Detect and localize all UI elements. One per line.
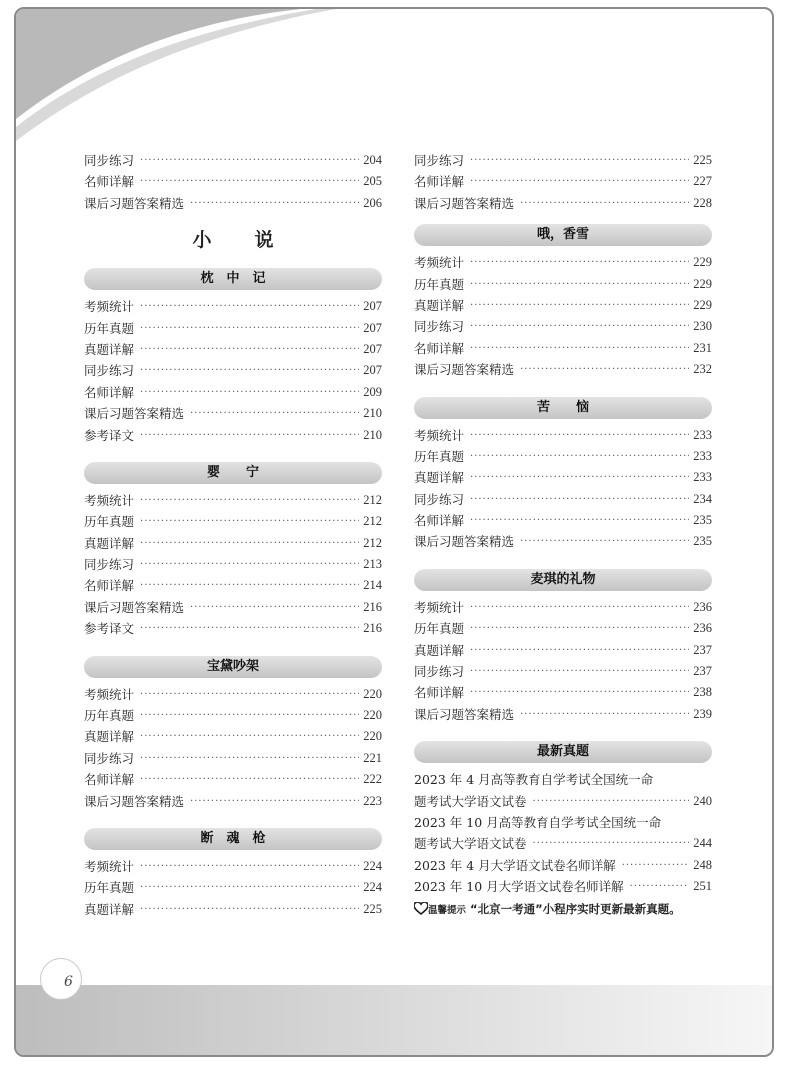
- toc-entry[interactable]: [84, 193, 382, 214]
- leader-dots: [140, 490, 359, 511]
- toc-entry[interactable]: [84, 748, 382, 769]
- leader-dots: [140, 150, 359, 171]
- toc-entry-label: 名师详解: [84, 772, 135, 788]
- toc-entry-label: 真题详解: [414, 642, 465, 658]
- toc-entry-label: 名师详解: [84, 578, 135, 594]
- toc-entry-label: 名师详解: [414, 513, 465, 529]
- toc-entry[interactable]: [414, 425, 712, 446]
- toc-entry-label: 2023 年 4 月大学语文试卷名师详解: [414, 857, 616, 873]
- leader-dots: [470, 489, 689, 510]
- toc-entry-page: 212: [363, 492, 382, 507]
- leader-dots: [470, 597, 689, 618]
- toc-entry-page: 233: [693, 470, 712, 485]
- toc-entry-label: 真题详解: [84, 901, 135, 917]
- leader-dots: [533, 791, 690, 812]
- toc-entry[interactable]: [414, 833, 712, 854]
- footer-band: [16, 985, 772, 1055]
- toc-left-column: [84, 150, 382, 926]
- toc-entry[interactable]: [414, 316, 712, 337]
- toc-entry-label: 考频统计: [84, 686, 135, 702]
- toc-entry-page: 224: [363, 880, 382, 895]
- toc-entry[interactable]: [414, 791, 712, 812]
- leader-dots: [140, 705, 359, 726]
- toc-entry[interactable]: [84, 554, 382, 575]
- toc-entry-label: 课后习题答案精选: [414, 534, 515, 550]
- toc-entry-label: 考频统计: [84, 299, 135, 315]
- toc-entry-page: 222: [363, 772, 382, 787]
- section-heading-pill: 枕 中 记: [84, 268, 382, 290]
- toc-entry-label: 历年真题: [84, 514, 135, 530]
- toc-entry-page: 237: [693, 664, 712, 679]
- tip-badge-text: 温馨提示: [428, 904, 467, 916]
- toc-entry-page: 229: [693, 255, 712, 270]
- toc-entry-label: 考频统计: [84, 492, 135, 508]
- toc-entry-label: 考频统计: [84, 858, 135, 874]
- leader-dots: [520, 359, 689, 380]
- toc-entry-label: 历年真题: [414, 276, 465, 292]
- leader-dots: [140, 877, 359, 898]
- leader-dots: [140, 382, 359, 403]
- part-title: 小 说: [192, 229, 286, 252]
- toc-entry-label: 历年真题: [414, 621, 465, 637]
- toc-entry-label: 真题详解: [84, 729, 135, 745]
- toc-entry[interactable]: [84, 318, 382, 339]
- toc-entry[interactable]: [84, 597, 382, 618]
- leader-dots: [140, 425, 359, 446]
- toc-entry[interactable]: [414, 661, 712, 682]
- toc-entry[interactable]: [414, 876, 712, 897]
- toc-entry-page: 228: [693, 195, 712, 210]
- toc-entry[interactable]: [414, 193, 712, 214]
- leader-dots: [470, 252, 689, 273]
- toc-entry[interactable]: [414, 274, 712, 295]
- toc-entry-label: 课后习题答案精选: [414, 706, 515, 722]
- toc-entry-label: 课后习题答案精选: [84, 599, 185, 615]
- toc-entry-page: 210: [363, 427, 382, 442]
- toc-entry-label: 考频统计: [414, 427, 465, 443]
- toc-entry-label: 历年真题: [84, 708, 135, 724]
- toc-entry-label: 同步练习: [84, 363, 135, 379]
- toc-entry[interactable]: [84, 296, 382, 317]
- leader-dots: [140, 511, 359, 532]
- leader-dots: [140, 618, 359, 639]
- toc-entry-page: 235: [693, 513, 712, 528]
- toc-entry-page: 205: [363, 174, 382, 189]
- spacer: [414, 381, 712, 387]
- toc-entry[interactable]: [84, 339, 382, 360]
- leader-dots: [470, 171, 689, 192]
- toc-entry-label: 课后习题答案精选: [414, 362, 515, 378]
- leader-dots: [140, 296, 359, 317]
- toc-entry[interactable]: [414, 359, 712, 380]
- leader-dots: [140, 726, 359, 747]
- toc-entry-line: 2023 年 10 月高等教育自学考试全国统一命: [414, 815, 662, 830]
- toc-entry-page: 207: [363, 363, 382, 378]
- toc-entry-page: 209: [363, 384, 382, 399]
- toc-entry-label: 真题详解: [84, 535, 135, 551]
- toc-entry-page: 204: [363, 152, 382, 167]
- toc-entry-page: 233: [693, 427, 712, 442]
- leader-dots: [470, 295, 689, 316]
- leader-dots: [140, 684, 359, 705]
- toc-entry[interactable]: [414, 338, 712, 359]
- spacer: [84, 446, 382, 452]
- toc-right-column: [414, 150, 712, 917]
- leader-dots: [470, 338, 689, 359]
- toc-entry-page: 236: [693, 599, 712, 614]
- toc-entry-page: 231: [693, 340, 712, 355]
- leader-dots: [630, 876, 690, 897]
- toc-entry[interactable]: [84, 575, 382, 596]
- toc-entry[interactable]: [414, 640, 712, 661]
- leader-dots: [470, 150, 689, 171]
- toc-entry[interactable]: [414, 295, 712, 316]
- leader-dots: [190, 403, 359, 424]
- toc-entry[interactable]: [414, 510, 712, 531]
- toc-entry-page: 248: [693, 857, 712, 872]
- toc-entry-page: 251: [693, 879, 712, 894]
- toc-entry-page: 244: [693, 836, 712, 851]
- leader-dots: [470, 510, 689, 531]
- spacer: [414, 553, 712, 559]
- toc-entry[interactable]: [414, 252, 712, 273]
- toc-entry-label: 题考试大学语文试卷: [414, 836, 527, 852]
- leader-dots: [533, 833, 690, 854]
- toc-entry-page: 223: [363, 793, 382, 808]
- toc-entry[interactable]: [84, 403, 382, 424]
- tip-badge: [414, 902, 466, 916]
- spacer: [84, 812, 382, 818]
- toc-entry[interactable]: [84, 382, 382, 403]
- toc-entry-label: 参考译文: [84, 621, 135, 637]
- toc-entry-label: 名师详解: [414, 340, 465, 356]
- toc-entry[interactable]: [414, 597, 712, 618]
- toc-entry-label: 同步练习: [414, 319, 465, 335]
- leader-dots: [470, 682, 689, 703]
- leader-dots: [140, 856, 359, 877]
- toc-entry-page: 220: [363, 686, 382, 701]
- toc-entry-page: 240: [693, 793, 712, 808]
- toc-entry[interactable]: [84, 705, 382, 726]
- toc-entry[interactable]: [414, 446, 712, 467]
- toc-entry-page: 233: [693, 448, 712, 463]
- toc-entry-label: 课后习题答案精选: [414, 195, 515, 211]
- section-heading-pill: 婴 宁: [84, 462, 382, 484]
- toc-entry-page: 230: [693, 319, 712, 334]
- toc-entry[interactable]: [414, 171, 712, 192]
- toc-entry-page: 216: [363, 621, 382, 636]
- leader-dots: [470, 618, 689, 639]
- section-heading-pill: 苦 恼: [414, 397, 712, 419]
- leader-dots: [140, 533, 359, 554]
- toc-entry[interactable]: [414, 704, 712, 725]
- leader-dots: [140, 554, 359, 575]
- leader-dots: [140, 339, 359, 360]
- toc-entry-page: 235: [693, 534, 712, 549]
- toc-entry[interactable]: [414, 467, 712, 488]
- leader-dots: [470, 661, 689, 682]
- toc-entry-label: 真题详解: [84, 341, 135, 357]
- toc-entry-page: 238: [693, 685, 712, 700]
- toc-entry[interactable]: [414, 682, 712, 703]
- toc-entry-page: 227: [693, 174, 712, 189]
- toc-entry-page: 234: [693, 491, 712, 506]
- leader-dots: [520, 531, 689, 552]
- leader-dots: [520, 704, 689, 725]
- toc-entry[interactable]: [84, 856, 382, 877]
- leader-dots: [190, 791, 359, 812]
- section-heading-pill: 最新真题: [414, 741, 712, 763]
- leader-dots: [470, 425, 689, 446]
- section-heading-pill: 哦，香雪: [414, 224, 712, 246]
- toc-entry-page: 207: [363, 341, 382, 356]
- leader-dots: [470, 274, 689, 295]
- section-heading-pill: 宝黛吵架: [84, 656, 382, 678]
- toc-entry-page: 239: [693, 706, 712, 721]
- toc-entry[interactable]: [84, 490, 382, 511]
- toc-entry[interactable]: [84, 877, 382, 898]
- leader-dots: [140, 360, 359, 381]
- toc-entry-label: 同步练习: [84, 557, 135, 573]
- toc-entry-page: 214: [363, 578, 382, 593]
- toc-entry[interactable]: [414, 618, 712, 639]
- leader-dots: [140, 899, 359, 920]
- leader-dots: [470, 640, 689, 661]
- toc-entry-label: 课后习题答案精选: [84, 195, 185, 211]
- toc-entry-page: 206: [363, 195, 382, 210]
- leader-dots: [140, 748, 359, 769]
- toc-entry[interactable]: [84, 171, 382, 192]
- toc-entry-line: 2023 年 4 月高等教育自学考试全国统一命: [414, 772, 654, 788]
- tip-note: [414, 901, 712, 917]
- toc-entry-label: 历年真题: [84, 320, 135, 336]
- leader-dots: [470, 467, 689, 488]
- toc-entry[interactable]: [84, 425, 382, 446]
- toc-entry-label: 参考译文: [84, 427, 135, 443]
- toc-entry-page: 225: [363, 901, 382, 916]
- toc-entry[interactable]: [84, 769, 382, 790]
- toc-entry-label: 历年真题: [414, 448, 465, 464]
- toc-entry[interactable]: [414, 150, 712, 171]
- leader-dots: [520, 193, 689, 214]
- leader-dots: [470, 316, 689, 337]
- page-number: 6: [64, 974, 73, 990]
- toc-entry-label: 同步练习: [414, 152, 465, 168]
- toc-entry-label: 2023 年 10 月大学语文试卷名师详解: [414, 879, 624, 895]
- toc-entry-label: 同步练习: [414, 491, 465, 507]
- toc-entry[interactable]: [414, 489, 712, 510]
- toc-entry-page: 237: [693, 642, 712, 657]
- leader-dots: [140, 318, 359, 339]
- toc-entry-label: 历年真题: [84, 880, 135, 896]
- toc-entry[interactable]: [84, 533, 382, 554]
- toc-entry-page: 220: [363, 729, 382, 744]
- toc-entry-page: 216: [363, 599, 382, 614]
- corner-swoosh-decoration: [16, 9, 416, 149]
- toc-entry-label: 真题详解: [414, 470, 465, 486]
- toc-entry[interactable]: [84, 726, 382, 747]
- toc-entry[interactable]: [84, 618, 382, 639]
- toc-entry-label: 同步练习: [414, 664, 465, 680]
- toc-entry[interactable]: [84, 511, 382, 532]
- section-heading-pill: 断 魂 枪: [84, 828, 382, 850]
- toc-entry[interactable]: [84, 899, 382, 920]
- toc-entry[interactable]: [414, 855, 712, 876]
- leader-dots: [190, 193, 359, 214]
- toc-entry-label: 课后习题答案精选: [84, 406, 185, 422]
- tip-text: “北京一考通”小程序实时更新最新真题。: [470, 901, 681, 916]
- page-number-badge: [40, 958, 82, 1000]
- toc-entry-label: 考频统计: [414, 599, 465, 615]
- toc-entry-page: 213: [363, 557, 382, 572]
- toc-entry-label: 考频统计: [414, 255, 465, 271]
- toc-entry-page: 221: [363, 750, 382, 765]
- leader-dots: [622, 855, 690, 876]
- leader-dots: [140, 575, 359, 596]
- toc-entry[interactable]: [414, 531, 712, 552]
- toc-entry-page: 212: [363, 535, 382, 550]
- toc-entry-page: 212: [363, 514, 382, 529]
- leader-dots: [470, 446, 689, 467]
- toc-entry-page: 225: [693, 152, 712, 167]
- toc-entry-label: 名师详解: [84, 384, 135, 400]
- toc-entry-label: 真题详解: [414, 297, 465, 313]
- toc-entry-page: 232: [693, 362, 712, 377]
- toc-entry[interactable]: [84, 150, 382, 171]
- toc-entry-page: 207: [363, 299, 382, 314]
- toc-entry-label: 课后习题答案精选: [84, 793, 185, 809]
- toc-entry-page: 229: [693, 276, 712, 291]
- toc-entry-page: 210: [363, 406, 382, 421]
- leader-dots: [190, 597, 359, 618]
- toc-entry-label: 同步练习: [84, 152, 135, 168]
- heart-icon: [414, 902, 428, 915]
- toc-entry[interactable]: [84, 791, 382, 812]
- toc-entry-page: 220: [363, 708, 382, 723]
- toc-entry[interactable]: [84, 684, 382, 705]
- leader-dots: [140, 171, 359, 192]
- spacer: [414, 725, 712, 731]
- toc-entry[interactable]: [84, 360, 382, 381]
- toc-entry-page: 236: [693, 621, 712, 636]
- toc-entry-page: 207: [363, 320, 382, 335]
- spacer: [84, 920, 382, 926]
- toc-entry-label: 名师详解: [414, 174, 465, 190]
- section-heading-pill: 麦琪的礼物: [414, 569, 712, 591]
- toc-entry-label: 题考试大学语文试卷: [414, 793, 527, 809]
- toc-entry-page: 224: [363, 858, 382, 873]
- toc-entry-label: 同步练习: [84, 750, 135, 766]
- leader-dots: [140, 769, 359, 790]
- toc-entry-page: 229: [693, 297, 712, 312]
- spacer: [84, 640, 382, 646]
- toc-entry-label: 名师详解: [84, 174, 135, 190]
- toc-entry-label: 名师详解: [414, 685, 465, 701]
